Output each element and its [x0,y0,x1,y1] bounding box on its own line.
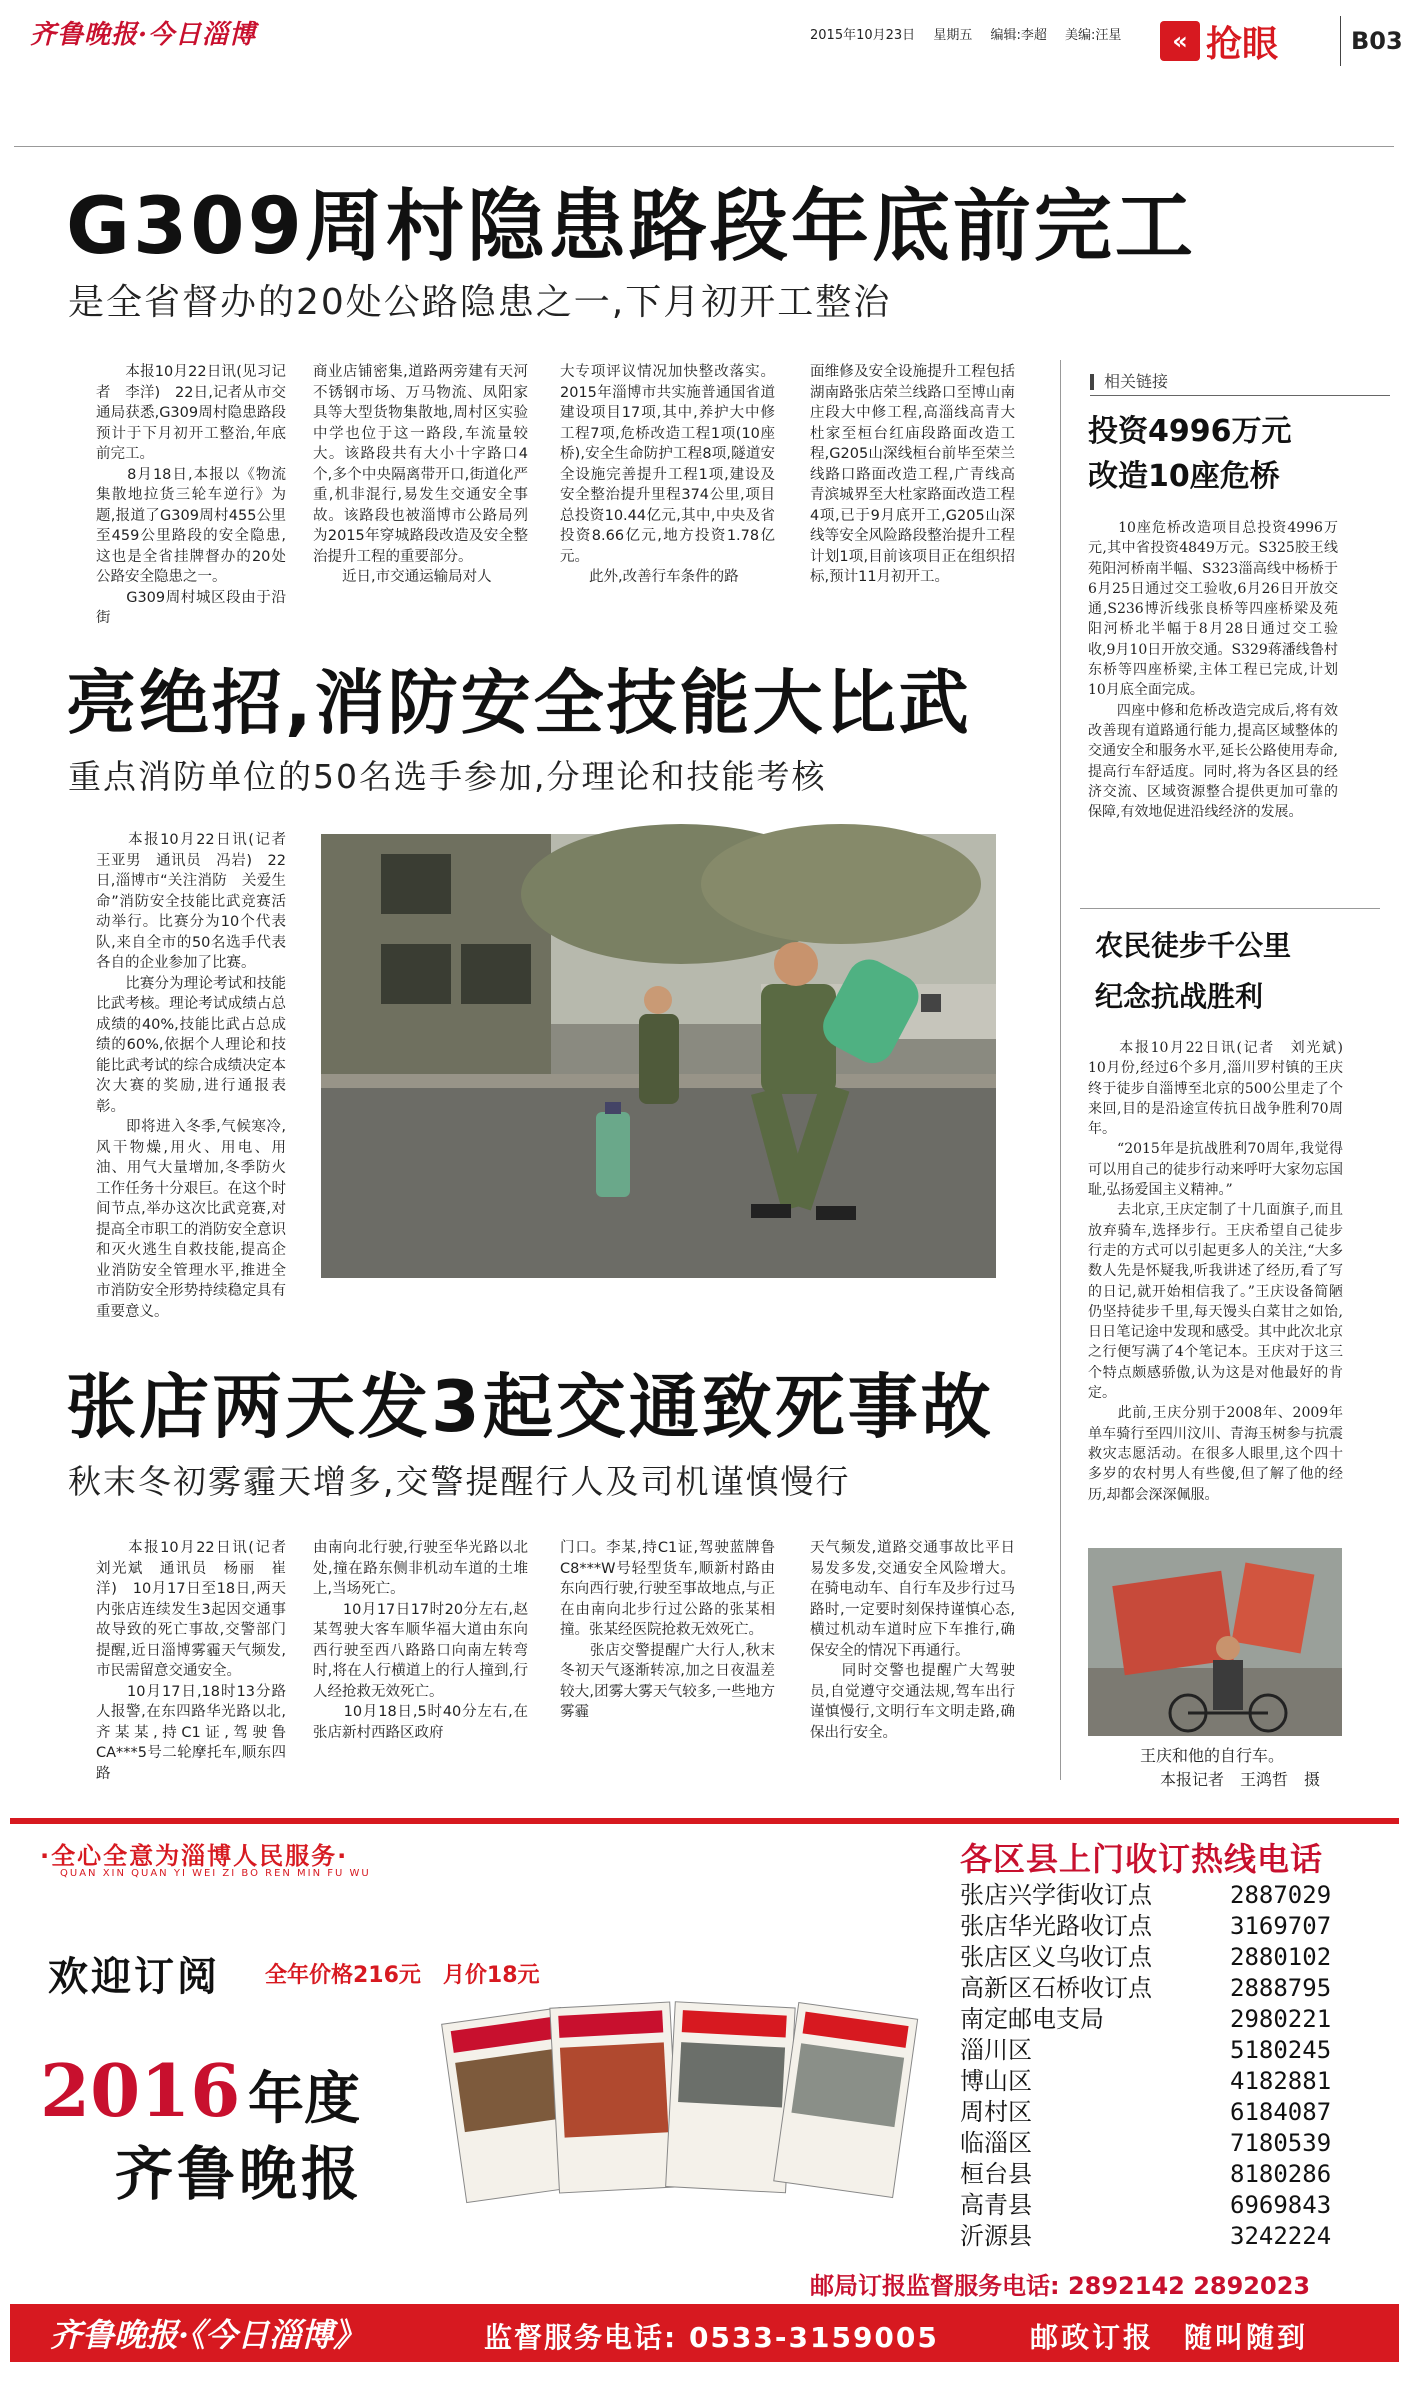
hotline-phone: 7180539 [1230,2129,1332,2157]
article1-col4: 面维修及安全设施提升工程包括湖南路张店荣兰线路口至博山南庄段大中修工程,高淄线高青大杜家至桓台红庙段路面改造工程,G205山深线桓台前毕至荣兰线路口路面改造工程,广青线高青滨城界至大杜家路面改造工程4项,已于9月底开工,G205山深线等安全风险路段整治提升工程计划1项,目前该项目正在组织招标,预计11月初开工。 [810,364,1015,585]
hotline-phone: 2880102 [1230,1943,1332,1971]
header-rule [14,146,1394,147]
ad-year: 2016 [40,2048,241,2133]
issue-weekday: 星期五 [933,28,973,43]
hotline-row [960,1973,1360,2004]
hotline-name: 南定邮电支局 [960,2005,1104,2033]
article2-subheadline: 重点消防单位的50名选手参加,分理论和技能考核 [68,757,827,796]
article3-headline: 张店两天发3起交通致死事故 [66,1366,994,1448]
ad-welcome: 欢迎订阅 [48,1954,220,2000]
sidebar-divider [1060,360,1061,1780]
hotline-phone: 3242224 [1230,2222,1332,2250]
article1-col3: 大专项评议情况加快整改落实。2015年淄博市共实施普通国省道建设项目17项,其中,养护大中修工程7项,危桥改造工程1项(10座桥),安全生命防护工程8项,隧道安全设施完善提升工程1项,建设及安全整治提升里程374公里,项目总投资10.44亿元,其中,中央及省投资8.66亿元,地方投资1.78亿元。 此外,改善行车条件的路 [560,364,775,585]
hotline-name: 淄川区 [960,2036,1032,2064]
hotline-phone: 6969843 [1230,2191,1332,2219]
hotline-name: 临淄区 [960,2129,1032,2157]
photo-caption: 王庆和他的自行车。 [1140,1746,1285,1765]
hotline-phone: 8180286 [1230,2160,1332,2188]
hotline-phone: 4182881 [1230,2067,1332,2095]
hotline-name: 张店华光路收订点 [960,1912,1152,1940]
article1-col2: 商业店铺密集,道路两旁建有天河不锈钢市场、万马物流、凤阳家具等大型货物集散地,周村区实验中学也位于这一路段,车流量较大。该路段共有大小十字路口4个,多个中央隔离带开口,街道化严重,机非混行,易发生交通安全事故。该路段也被淄博市公路局列为2015年穿城路段改造及安全整治提升工程的重要部分。 近日,市交通运输局对人 [313,364,528,585]
hotline-row [960,2128,1360,2159]
story-title-line1: 农民徒步千公里 [1095,929,1292,962]
footer-telephone: 监督服务电话: 0533-3159005 [484,2321,939,2354]
photo-credit: 本报记者 王鸿哲 摄 [1160,1770,1321,1789]
farmer-walking-photo [1088,1548,1342,1736]
article1-subheadline: 是全省督办的20处公路隐患之一,下月初开工整治 [68,282,892,323]
section-name: 抢眼 [1206,23,1279,65]
editor-credit: 编辑:李超 [990,28,1047,43]
article2-body: 本报10月22日讯(记者 王亚男 通讯员 冯岩) 22日,淄博市“关注消防 关爱生命”消防安全技能比武竞赛活动举行。比赛分为10个代表队,来自全市的50名选手代表各自的企业参加了比赛。 比赛分为理论考试和技能比武考核。理论考试成绩占总成绩的40%,技能比武占总成绩的60%,依据个人理论和技能比武考试的综合成绩决定本次大赛的奖励,进行通报表彰。 即将进入冬季,气候寒冷,风干物燥,用火、用电、用油、用气大量增加,冬季防火工作任务十分艰巨。在这个时间节点,举办这次比武竞赛,对提高全市职工的消防安全意识和灭火逃生自救技能,提高企业消防安全管理水平,推进全市消防安全形势持续稳定具有重要意义。 [96,832,286,1320]
hotline-phone: 2887029 [1230,1881,1332,1909]
hotline-phone: 2980221 [1230,2005,1332,2033]
hotline-row [960,2221,1360,2252]
page-number: B03 [1340,16,1403,66]
hotline-name: 博山区 [960,2067,1032,2095]
ad-paper-name: 齐鲁晚报 [115,2140,364,2208]
hotline-row [960,2097,1360,2128]
hotline-name: 桓台县 [960,2160,1032,2188]
hotline-row [960,2066,1360,2097]
article3-subheadline: 秋末冬初雾霾天增多,交警提醒行人及司机谨慎慢行 [68,1462,851,1501]
hotline-name: 高新区石桥收订点 [960,1974,1152,2002]
hotline-name: 张店区义乌收订点 [960,1943,1152,1971]
hotline-row [960,2190,1360,2221]
hotline-phone: 6184087 [1230,2098,1332,2126]
article2-headline: 亮绝招,消防安全技能大比武 [66,662,972,744]
hotline-name: 高青县 [960,2191,1032,2219]
article3-col3: 门口。李某,持C1证,驾驶蓝牌鲁C8***W号轻型货车,顺新村路由东向西行驶,行驶至事故地点,与正在由南向北步行过公路的张某相撞。张某经医院抢救无效死亡。 张店交警提醒广大行人,秋末冬初天气逐渐转凉,加之日夜温差较大,团雾大雾天气较多,一些地方雾霾 [560,1540,775,1720]
footer-subscribe-2: 随叫随到 [1184,2321,1309,2354]
hotline-phone: 5180245 [1230,2036,1332,2064]
footer-subscribe [1030,2316,1308,2356]
story-body: 本报10月22日讯(记者 刘光斌) 10月份,经过6个多月,淄川罗村镇的王庆终于徒步自淄博至北京的500公里走了个来回,目的是沿途宣传抗日战争胜利70周年。 “2015年是抗战胜利70周年,我觉得可以用自己的徒步行动来呼吁大家勿忘国耻,弘扬爱国主义精神。” 去北京,王庆定制了十几面旗子,而且放弃骑车,选择步行。王庆希望自己徒步行走的方式可以引起更多人的关注,“大多数人先是怀疑我,听我讲述了经历,看了写的日记,就开始相信我了。”王庆设备简陋仍坚持徒步千里,每天馒头白菜甘之如饴,日日笔记途中发现和感受。其中此次北京之行便写满了4个笔记本。王庆对于这三个特点颇感骄傲,认为这是对他最好的肯定。 此前,王庆分别于2008年、2009年单车骑行至四川汶川、青海玉树参与抗震救灾志愿活动。在很多人眼里,这个四十多岁的农村男人有些傻,但了解了他的经历,却都会深深佩服。 [1088,1040,1343,1503]
designer-credit: 美编:汪星 [1065,28,1122,43]
article3-col1: 本报10月22日讯(记者 刘光斌 通讯员 杨丽 崔洋) 10月17日至18日,两天内张店连续发生3起因交通事故导致的死亡事故,交警部门提醒,近日淄博雾霾天气频发,市民需留意交通安全。 10月17日,18时13分路人报警,在东四路华光路以北,齐某某,持C1证,驾驶鲁CA***5号二轮摩托车,顺东四路 [96,1540,286,1782]
article3-col2: 由南向北行驶,行驶至华光路以北处,撞在路东侧非机动车道的土堆上,当场死亡。 10月17日17时20分左右,赵某驾驶大客车顺华福大道由东向西行驶至西八路路口向南左转弯时,将在人行横道上的行人撞到,行人经抢救无效死亡。 10月18日,5时40分左右,在张店新村西路区政府 [313,1540,528,1741]
article1-col1: 本报10月22日讯(见习记者 李洋) 22日,记者从市交通局获悉,G309周村隐患路段预计于下月初开工整治,年底前完工。 8月18日,本报以《物流集散地拉货三轮车逆行》为题,报道了G309周村455公里至459公里路段的安全隐患,这也是全省挂牌督办的20处公路安全隐患之一。 G309周村城区段由于沿街 [96,364,286,626]
hotline-row [960,1880,1360,1911]
related-link-body: 10座危桥改造项目总投资4996万元,其中省投资4849万元。S325胶王线苑阳河桥南半幅、S323淄高线中杨桥于6月25日通过交工验收,6月26日开放交通,S236博沂线张良桥等四座桥梁及苑阳河桥北半幅于8月28日通过交工验收,9月10日开放交通。S329蒋潘线鲁村东桥等四座桥梁,主体工程已完成,计划10月底全面完成。 四座中修和危桥改造完成后,将有效改善现有道路通行能力,提高区域整体的交通安全和服务水平,延长公路使用寿命,提高行车舒适度。同时,将为各区县的经济交流、区域资源整合提供更加可靠的保障,有效地促进沿线经济的发展。 [1088,520,1338,821]
related-links-tag: 相关链接 [1090,368,1390,396]
supervise-phone: 邮局订报监督服务电话: 2892142 2892023 [810,2272,1311,2300]
hotline-name: 周村区 [960,2098,1032,2126]
firefighter-photo-illustration [321,834,996,1278]
footer-brand: 齐鲁晚报·《今日淄博》 [50,2316,366,2354]
ad-year-suffix: 年度 [248,2067,360,2132]
article3-col4: 天气频发,道路交通事故比平日易发多发,交通安全风险增大。在骑电动车、自行车及步行过马路时,一定要时刻保持谨慎心态,横过机动车道时应下车推行,确保安全的情况下再通行。 同时交警也提醒广大驾驶员,自觉遵守交通法规,驾车出行谨慎慢行,文明行车文明走路,确保出行安全。 [810,1540,1015,1741]
hotline-row [960,1942,1360,1973]
issue-meta [810,24,1135,43]
issue-date: 2015年10月23日 [810,28,916,43]
footer-subscribe-1: 邮政订报 [1030,2321,1155,2354]
story-title-line2: 纪念抗战胜利 [1095,980,1264,1013]
related-link-title-line1: 投资4996万元 [1088,414,1292,449]
section-label [1160,16,1325,66]
hotline-phone: 3169707 [1230,1912,1332,1940]
masthead-brand: 齐鲁晚报·今日淄博 [30,20,257,50]
hotline-row [960,2159,1360,2190]
hotline-phone: 2888795 [1230,1974,1332,2002]
hotline-row [960,2035,1360,2066]
newspaper-covers-icon [435,1985,915,2225]
hotline-row [960,2004,1360,2035]
sidebar-rule [1080,908,1380,909]
newspaper-stack-illustration [435,1985,915,2225]
hotline-title: 各区县上门收订热线电话 [960,1840,1324,1878]
ad-slogan: ·全心全意为淄博人民服务· [40,1842,349,1870]
farmer-photo-illustration [1088,1548,1342,1736]
double-chevron-left-icon: « [1160,21,1200,61]
ad-slogan-pinyin: QUAN XIN QUAN YI WEI ZI BO REN MIN FU WU [60,1868,371,1879]
firefighter-competition-photo [321,834,996,1278]
related-link-title-line2: 改造10座危桥 [1088,459,1280,494]
ad-price: 全年价格216元 月价18元 [265,1963,540,1988]
hotline-name: 张店兴学街收订点 [960,1881,1152,1909]
hotline-name: 沂源县 [960,2222,1032,2250]
hotline-row [960,1911,1360,1942]
article1-headline: G309周村隐患路段年底前完工 [66,182,1196,272]
